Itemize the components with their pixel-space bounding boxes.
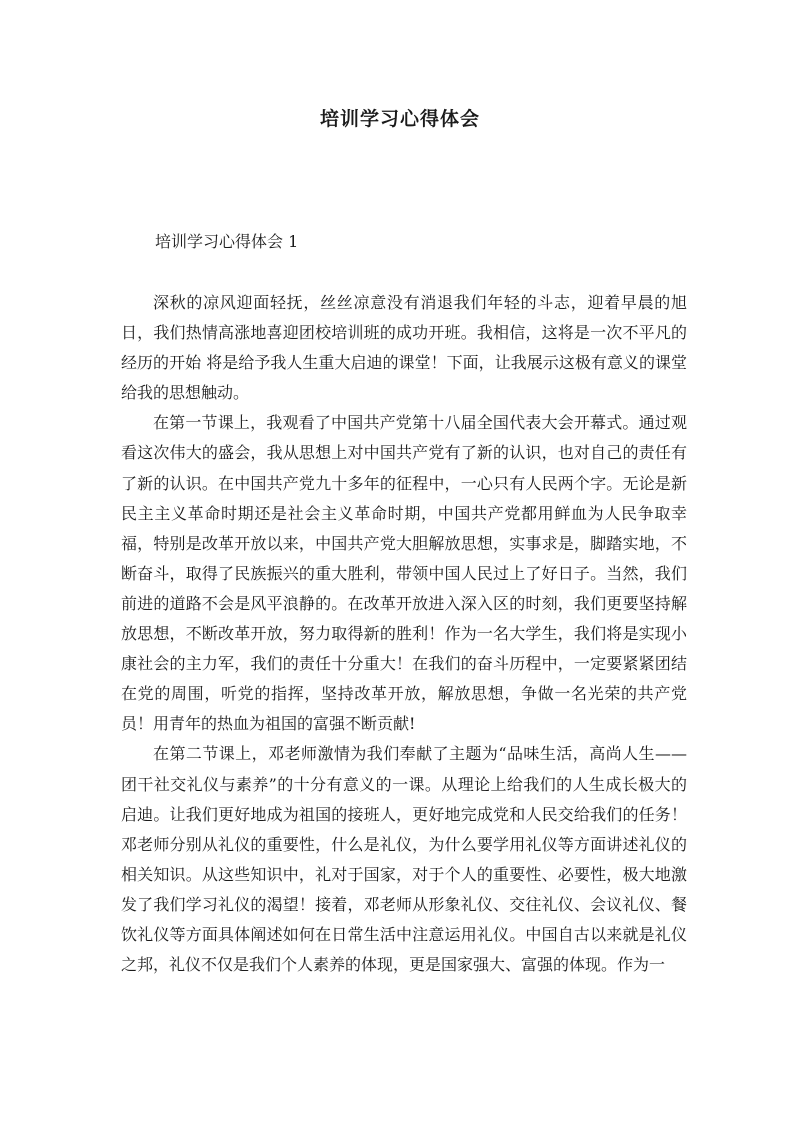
document-title: 培训学习心得体会 xyxy=(319,108,480,130)
paragraph-3: 在第二节课上，邓老师激情为我们奉献了主题为“品味生活，高尚人生——团干社交礼仪与素养”的十分有意义的一课。从理论上给我们的人生成长极大的启迪。让我们更好地成为祖国的接班人，更好地完成党和人民交给我们的任务！邓老师分别从礼仪的重要性，什么是礼仪，为什么要学用礼仪等方面讲述礼仪的相关知识。从这些知识中，礼对于国家，对于个人的重要性、必要性，极大地激发了我们学习礼仪的渴望！接着，邓老师从形象礼仪、交往礼仪、会议礼仪、餐饮礼仪等方面具体阐述如何在日常生活中注意运用礼仪。中国自古以来就是礼仪之邦，礼仪不仅是我们个人素养的体现，更是国家强大、富强的体现。作为一 xyxy=(121,744,687,975)
section-subtitle: 培训学习心得体会 1 xyxy=(155,232,299,251)
document-body xyxy=(121,288,687,980)
paragraph-2: 在第一节课上，我观看了中国共产党第十八届全国代表大会开幕式。通过观看这次伟大的盛会，我从思想上对中国共产党有了新的认识，也对自己的责任有了新的认识。在中国共产党九十多年的征程中，一心只有人民两个字。无论是新民主主义革命时期还是社会主义革命时期，中国共产党都用鲜血为人民争取幸福，特别是改革开放以来，中国共产党大胆解放思想，实事求是，脚踏实地，不断奋斗，取得了民族振兴的重大胜利，带领中国人民过上了好日子。当然，我们前进的道路不会是风平浪静的。在改革开放进入深入区的时刻，我们更要坚持解放思想，不断改革开放，努力取得新的胜利！作为一名大学生，我们将是实现小康社会的主力军，我们的责任十分重大！在我们的奋斗历程中，一定要紧紧团结在党的周围，听党的指挥，坚持改革开放，解放思想，争做一名光荣的共产党员！用青年的热血为祖国的富强不断贡献! xyxy=(121,413,687,734)
paragraph-1: 深秋的凉风迎面轻抚，丝丝凉意没有消退我们年轻的斗志，迎着早晨的旭日，我们热情高涨地喜迎团校培训班的成功开班。我相信，这将是一次不平凡的经历的开始 将是给予我人生重大启迪的课堂！下面，让我展示这极有意义的课堂给我的思想触动。 xyxy=(121,293,687,403)
